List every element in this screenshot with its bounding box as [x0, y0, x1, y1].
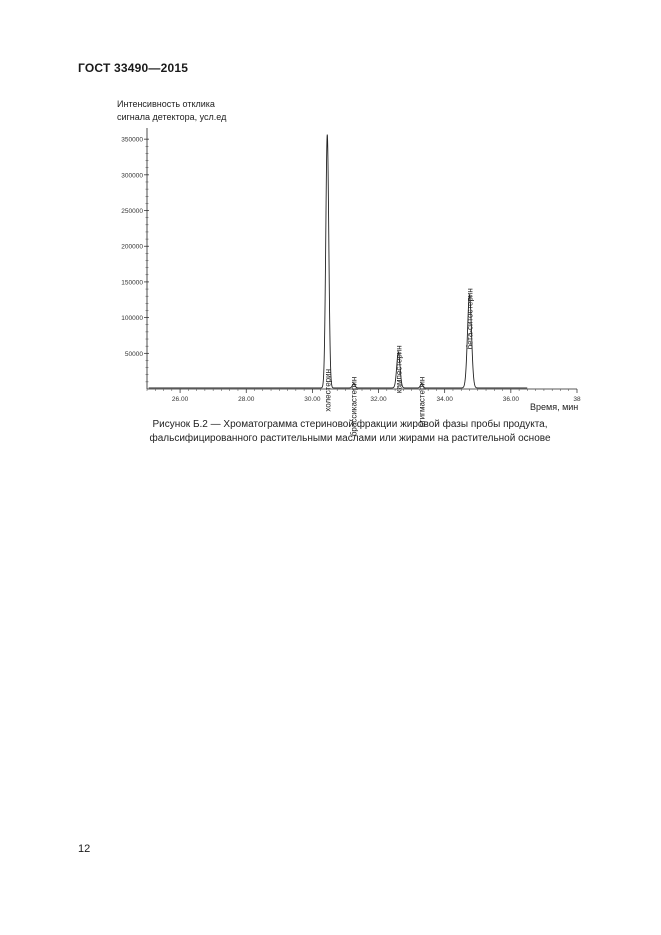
y-tick-label: 200000: [121, 243, 143, 251]
page-number: 12: [78, 843, 91, 855]
y-tick-label: 150000: [121, 279, 143, 287]
document-code-header: ГОСТ 33490—2015: [78, 61, 189, 75]
y-tick-label: 100000: [121, 315, 143, 323]
x-tick-label: 26.00: [171, 396, 189, 403]
y-tick-label: 350000: [121, 136, 143, 144]
peak-labels: [323, 288, 474, 436]
y-tick-label: 50000: [124, 350, 143, 358]
y-axis-label-line-1: Интенсивность отклика: [117, 99, 215, 109]
y-tick-label: 250000: [121, 208, 143, 216]
figure-caption-line-1: Рисунок Б.2 — Хроматограмма стериновой фракции жировой фазы пробы продукта,: [152, 419, 548, 430]
x-tick-label: 34.00: [436, 396, 453, 403]
peak-label: кампестерин: [394, 345, 404, 394]
x-tick-label: 28.00: [238, 396, 255, 403]
peak-label: бета-ситостерин: [465, 288, 475, 350]
peak-label: брассикастерин: [349, 376, 359, 437]
chart-axes: [147, 128, 577, 389]
peak-label: стигмастерин: [417, 376, 427, 428]
x-tick-label: 36.00: [502, 396, 519, 403]
y-axis-ticks: [121, 137, 149, 382]
x-axis-label: Время, мин: [530, 402, 579, 412]
x-tick-label: 38: [573, 396, 581, 403]
figure-caption: [120, 418, 580, 446]
x-axis-ticks: [147, 389, 581, 403]
y-axis-label-line-2: сигнала детектора, усл.ед: [117, 112, 227, 122]
x-tick-label: 30.00: [304, 396, 321, 403]
figure-caption-line-2: фальсифицированного растительными маслами или жирами на растительной основе: [149, 433, 551, 444]
y-tick-label: 300000: [121, 172, 143, 180]
peak-label: холестерин: [323, 369, 333, 412]
x-tick-label: 32.00: [370, 396, 387, 403]
